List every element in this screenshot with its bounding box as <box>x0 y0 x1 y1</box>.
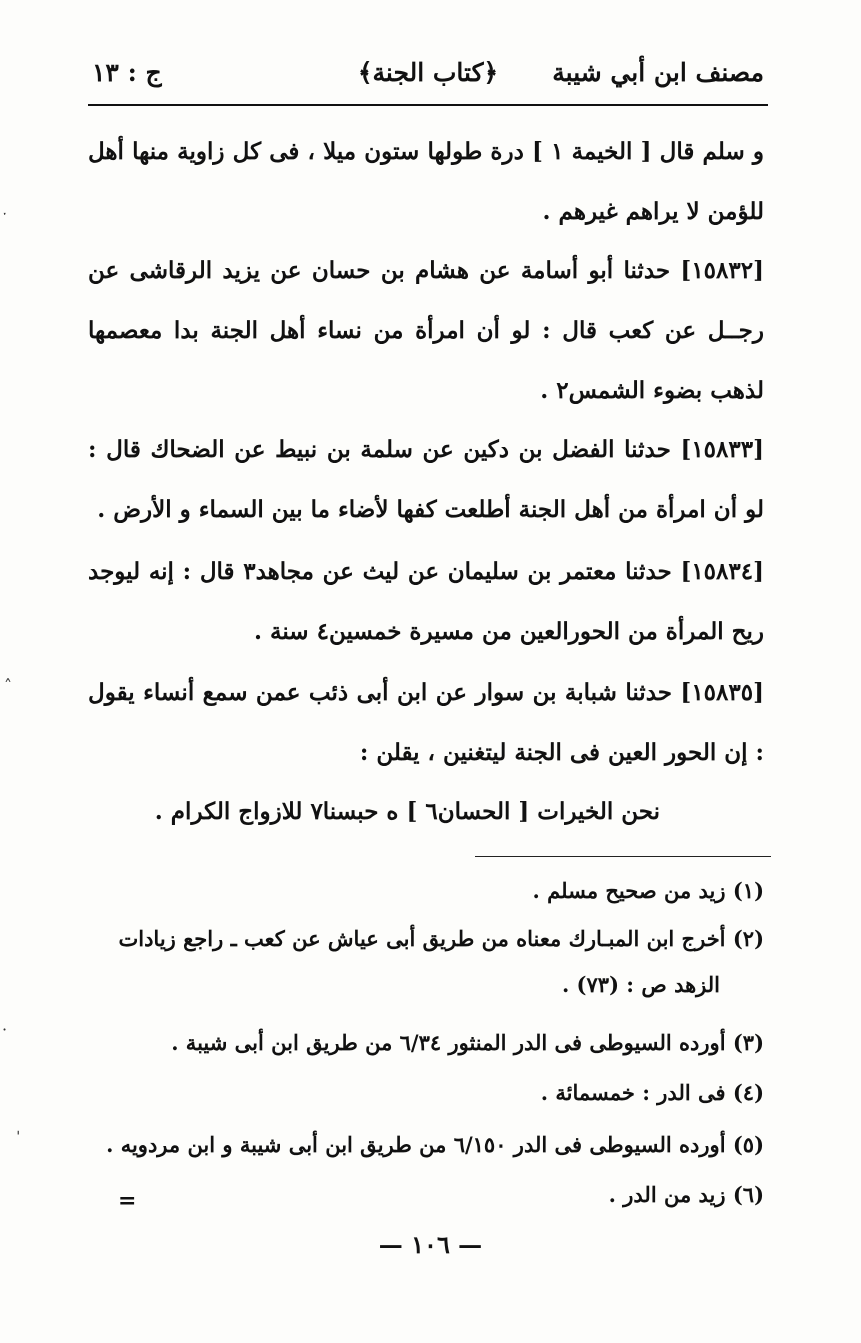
footnote-2-continuation: الزهد ص : (٧٣) . <box>561 972 720 997</box>
hadith-15835: [١٥٨٣٥] حدثنا شبابة بن سوار عن ابن أبى ذئب عمن سمع أنساء يقول : إن الحور العين فى الجنة ليتغنين ، يقلن : <box>88 679 764 766</box>
footnote-text: أخرج ابن المبـارك معناه من طريق أبى عياش عن كعب ـ راجع زيادات <box>118 926 726 951</box>
footnote-number: (٥) <box>732 1132 764 1157</box>
margin-speck: ˈ <box>16 1128 21 1147</box>
footnote-3 <box>88 1020 764 1066</box>
hadith-15832: [١٥٨٣٢] حدثنا أبو أسامة عن هشام بن حسان عن يزيد الرقاشى عن رجــل عن كعب قال : لو أن امرأة من نساء أهل الجنة بدا معصمها لذهب بضوء الشمس٢ . <box>88 257 764 404</box>
footnote-6 <box>88 1172 764 1218</box>
footnote-text: أورده السيوطى فى الدر المنثور ٦/٣٤ من طريق ابن أبى شيبة . <box>171 1030 726 1055</box>
book-title: مصنف ابن أبي شيبة <box>552 58 764 87</box>
footnote-number: (٤) <box>732 1080 764 1105</box>
footnote-number: (١) <box>732 878 764 903</box>
footnote-text: فى الدر : خمسمائة . <box>540 1080 726 1105</box>
margin-speck: ˑ <box>2 205 8 224</box>
header-rule <box>88 104 768 106</box>
footnote-2 <box>88 916 764 962</box>
chapter-title: ﴿كتاب الجنة﴾ <box>357 58 499 87</box>
footnote-number: (٢) <box>732 926 764 951</box>
margin-speck: ˄ <box>4 676 12 695</box>
footnote-text: زيد من صحيح مسلم . <box>532 878 726 903</box>
paragraph-continuation: و سلم قال [ الخيمة ١ ] درة طولها ستون ميلا ، فى كل زاوية منها أهل للؤمن لا يراهم غيرهم . <box>88 138 764 225</box>
footnote-5 <box>88 1122 764 1168</box>
hadith-15834: [١٥٨٣٤] حدثنا معتمر بن سليمان عن ليث عن مجاهد٣ قال : إنه ليوجد ريح المرأة من الحورالعين من مسيرة خمسين٤ سنة . <box>88 558 764 645</box>
footnote-1 <box>88 868 764 914</box>
footnote-number: (٣) <box>732 1030 764 1055</box>
footnote-4 <box>88 1070 764 1116</box>
volume-number: ج : ١٣ <box>92 58 162 87</box>
running-header <box>88 50 768 102</box>
verse-line: نحن الخيرات [ الحسان٦ ] ه حبسنا٧ للازواج الكرام . <box>154 798 660 825</box>
footnote-text: زيد من الدر . <box>608 1182 726 1207</box>
margin-speck: · <box>2 1020 8 1039</box>
footnote-rule <box>475 856 771 857</box>
page-number: — ١٠٦ — <box>378 1230 483 1259</box>
footnote-text: أورده السيوطى فى الدر ٦/١٥٠ من طريق ابن أبى شيبة و ابن مردويه . <box>106 1132 726 1157</box>
margin-mark: = <box>118 1188 137 1214</box>
footnote-number: (٦) <box>732 1182 764 1207</box>
hadith-15833: [١٥٨٣٣] حدثنا الفضل بن دكين عن سلمة بن نبيط عن الضحاك قال : لو أن امرأة من أهل الجنة أطلعت كفها لأضاء ما بين السماء و الأرض . <box>88 436 764 523</box>
